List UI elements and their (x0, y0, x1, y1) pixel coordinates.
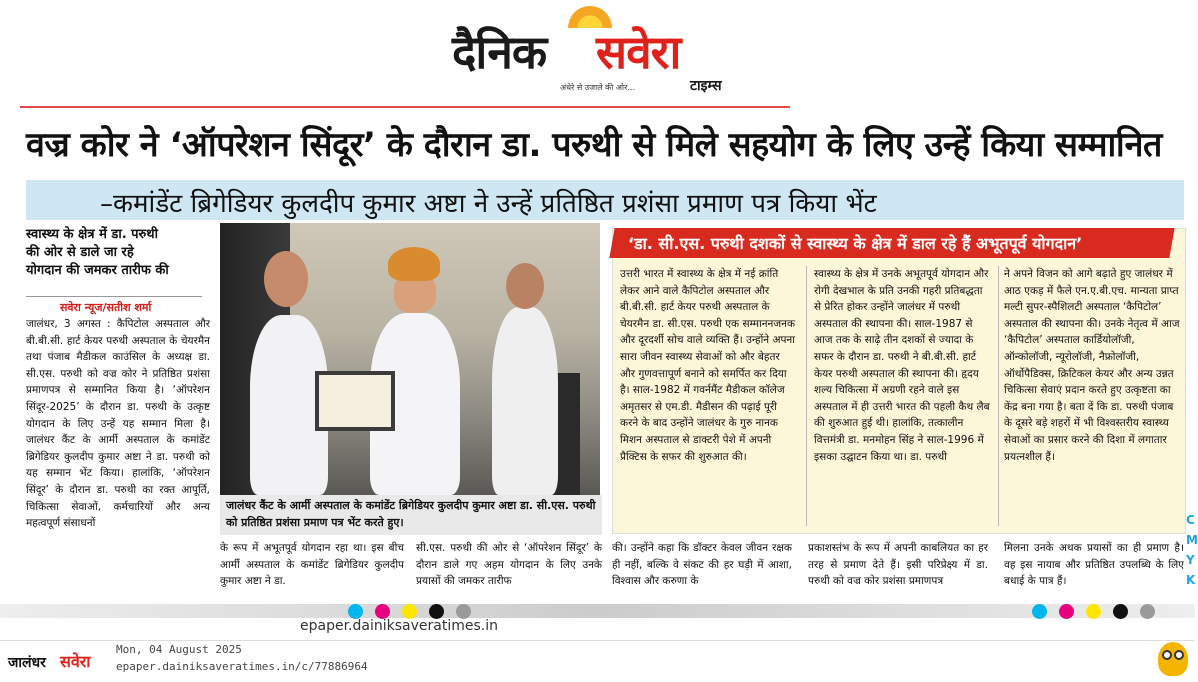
masthead-name-red: सवेरा (596, 25, 681, 79)
registration-dot (348, 604, 363, 619)
owl-eye (1162, 650, 1172, 660)
right-below-col-1: की। उन्होंने कहा कि डॉक्टर केवल जीवन रक्षक ही नहीं, बल्कि वे संकट की हर घड़ी में आशा, विश्वास और करुणा के (612, 542, 792, 588)
owl-eye (1174, 650, 1184, 660)
below-photo-col-1: के रूप में अभूतपूर्व योगदान रहा था। इस बीच आर्मी अस्पताल के कमांडेंट ब्रिगेडियर कुलदीप कुमार अष्टा ने डा. (220, 542, 404, 588)
certificate-frame (315, 371, 395, 431)
divider (26, 296, 202, 297)
registration-dot (1032, 604, 1047, 619)
footer-url-link[interactable]: epaper.dainiksaveratimes.in/c/77886964 (116, 660, 368, 673)
highlight-line: योगदान की जमकर तारीफ की (26, 263, 169, 278)
masthead-times: टाइम्स (690, 78, 722, 94)
subheadline: –कमांडेंट ब्रिगेडियर कुलदीप कुमार अष्टा ने उन्हें प्रतिष्ठित प्रशंसा प्रमाण पत्र किया भेंट (100, 189, 877, 219)
print-band (0, 604, 1195, 618)
registration-letters (1186, 510, 1198, 590)
owl-mascot-icon[interactable] (1158, 642, 1188, 676)
masthead-tagline: अंधेरे से उजाले की ओर... (560, 83, 636, 92)
news-photo (220, 223, 600, 495)
masthead-name-black: दैनिक (452, 25, 547, 79)
footer-brand-black: जालंधर (8, 655, 46, 671)
main-headline: वज्र कोर ने ‘ऑपरेशन सिंदूर’ के दौरान डा. परुथी से मिले सहयोग के लिए उन्हें किया सम्मानित (26, 125, 1162, 165)
registration-dot (1086, 604, 1101, 619)
registration-dot (429, 604, 444, 619)
epaper-label: epaper.dainiksaveratimes.in (300, 618, 498, 634)
person-right-head (506, 263, 544, 309)
turban (388, 247, 440, 281)
below-photo-col-2: सी.एस. परुथी की ओर से ‘ऑपरेशन सिंदूर’ के दौरान डाले गए अहम योगदान के लिए उनके प्रयासों की जमकर तारीफ (416, 542, 602, 588)
highlight-line: की ओर से डाले जा रहे (26, 245, 134, 260)
registration-dot (1113, 604, 1128, 619)
registration-dot (1140, 604, 1155, 619)
registration-dot (402, 604, 417, 619)
byline: सवेरा न्यूज/सतीश शर्मा (60, 301, 152, 314)
footer-brand-red: सवेरा (60, 652, 91, 671)
cut-off-text-row (20, 94, 790, 108)
sidebar-story-col-3: ने अपने विजन को आगे बढ़ाते हुए जालंधर में आठ एकड़ में फैले एन.ए.बी.एच. मान्यता प्राप्त मल्टी सुपर-स्पैशिलटी अस्पताल ‘कैपिटोल’ अस्पताल की स्थापना की। उनके नेतृत्व में आज ‘कैपिटोल’ अस्पताल कार्डियोलॉजी, ऑन्कोलॉजी, न्यूरोलॉजी, नैफ्रोलॉजी, ऑर्थोपैडिक्स, क्रिटिकल केयर और अन्य उन्नत चिकित्सा सेवाएं प्रदान करते हुए उत्कृष्टता का केंद्र बना गया है। बता दें कि डा. परुथी पंजाब के दूसरे बड़े शहरों में भी विश्वस्तरीय स्वास्थ्य सेवाओं का प्रसार करने की दिशा में लगातार प्रयत्नशील हैं। (1004, 268, 1180, 463)
person-left-head (264, 251, 308, 307)
registration-letter: M (1186, 533, 1198, 547)
sidebar-story-col-2: स्वास्थ्य के क्षेत्र में उनके अभूतपूर्व योगदान और रोगी देखभाल के प्रति उनकी गहरी प्रतिबद्धता से प्रेरित होकर उन्होंने जालंधर में परुथी अस्पताल की स्थापना की। साल-1987 से आज तक के साढ़े तीन दशकों से ज्यादा के सफर के दौरान डा. परुथी ने बी.बी.सी. हार्ट केयर परुथी अस्पताल की स्थापना की। हृदय शल्य चिकित्सा में अग्रणी रहने वाले इस अस्पताल में ही उत्तरी भारत की पहली कैथ लैब की शुरुआत हुई थी। हालांकि, तत्कालीन वित्तमंत्री डा. मनमोहन सिंह ने साल-1996 में इसका उद्घाटन किया था। डा. परुथी (814, 268, 990, 463)
right-below-col-3: मिलना उनके अथक प्रयासों का ही प्रमाण है। वह इस नायाब और प्रतिष्ठित उपलब्धि के लिए बधाई के पात्र हैं। (1004, 542, 1184, 588)
column-rule (806, 266, 807, 526)
left-column-body: जालंधर, 3 अगस्त : कैपिटोल अस्पताल और बी.बी.सी. हार्ट केयर परुथी अस्पताल के चेयरमैन तथा पंजाब मैडीकल काउंसिल के अध्यक्ष डा. सी.एस. परुथी को वज्र कोर ने प्रतिष्ठित प्रशंसा प्रमाणपत्र से सम्मानित किया है। ‘ऑपरेशन सिंदूर-2025’ के दौरान डा. परुथी के उत्कृष्ट योगदान के लिए उन्हें यह सम्मान मिला है। जालंधर कैंट के आर्मी अस्पताल के कमांडेंट ब्रिगेडियर कुलदीप कुमार अष्टा ने डा. परुथी को यह सम्मान भेंट किया। हालांकि, ‘ऑपरेशन सिंदूर’ के दौरान डा. परुथी का रक्त आपूर्ति, चिकित्सा सेवाओं, कर्मचारियों और अन्य महत्वपूर्ण संसाधनों (26, 318, 210, 530)
registration-letter: C (1186, 513, 1195, 527)
photo-caption: जालंधर कैंट के आर्मी अस्पताल के कमांडेंट ब्रिगेडियर कुलदीप कुमार अष्टा डा. सी.एस. परुथी को प्रतिष्ठित प्रशंसा प्रमाण पत्र भेंट करते हुए। (220, 495, 602, 535)
highlight-line: स्वास्थ्य के क्षेत्र में डा. परुथी (26, 227, 158, 242)
footer-date: Mon, 04 August 2025 (116, 643, 242, 656)
person-right (492, 307, 558, 495)
registration-dot (1059, 604, 1074, 619)
registration-letter: Y (1186, 553, 1195, 567)
column-rule (998, 266, 999, 526)
sidebar-story-col-1: उत्तरी भारत में स्वास्थ्य के क्षेत्र में नई क्रांति लेकर आने वाले कैपिटोल अस्पताल और बी.बी.सी. हार्ट केयर परुथी अस्पताल के चेयरमैन डा. सी.एस. परुथी एक सम्माननजनक और दूरदर्शी सोच वाले व्यक्ति हैं। उन्होंने अपना सारा जीवन स्वास्थ्य सेवाओं को और बेहतर और गुणवत्तापूर्ण बनाने को समर्पित कर दिया है। साल-1982 में गवर्नमैंट मैडीकल कॉलेज अमृतसर से एम.डी. मैडीसन की पढ़ाई पूरी करने के बाद उन्होंने जालंधर के गुरु नानक मिशन अस्पताल से डाक्टरी पेशे में अपनी प्रैक्टिस के सफर की शुरुआत की। (620, 268, 796, 463)
registration-dot (456, 604, 471, 619)
registration-dot (375, 604, 390, 619)
registration-letter: K (1186, 573, 1196, 587)
highlight-box (26, 226, 202, 296)
sidebar-story-heading: ‘डा. सी.एस. परुथी दशकों से स्वास्थ्य के क्षेत्र में डाल रहे हैं अभूतपूर्व योगदान’ (628, 234, 1083, 253)
right-below-col-2: प्रकाशस्तंभ के रूप में अपनी काबलियत का हर तरह से प्रमाण देते हैं। इसी परिप्रेक्ष्य में डा. परुथी को वज्र कोर प्रशंसा प्रमाणपत्र (808, 542, 988, 588)
